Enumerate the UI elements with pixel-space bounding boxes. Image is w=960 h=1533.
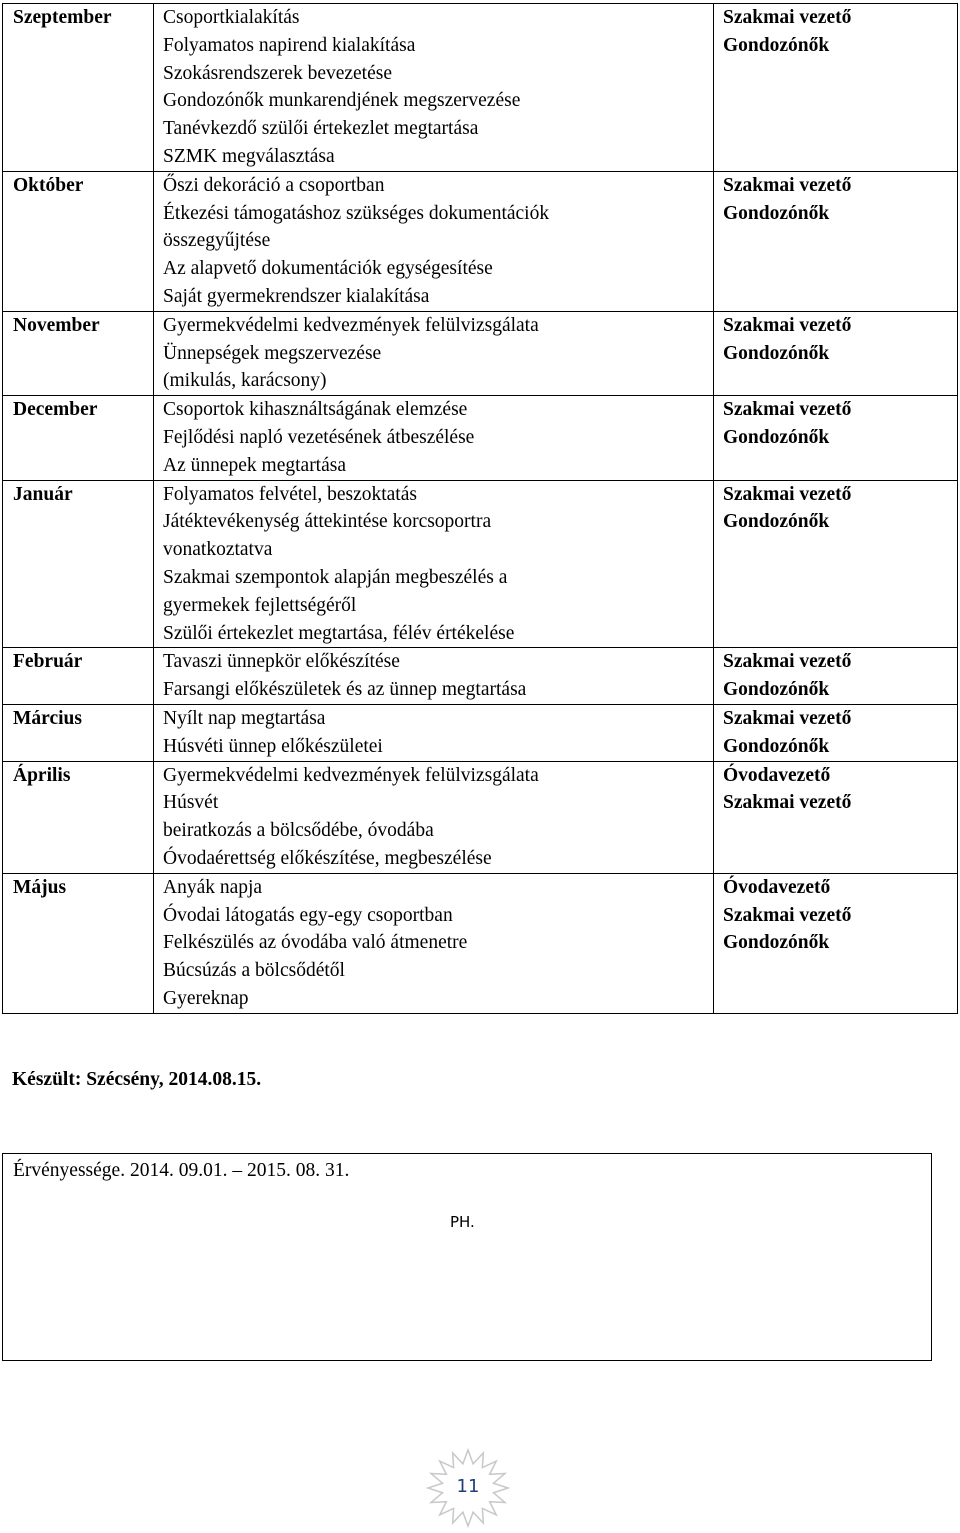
task-line: beiratkozás a bölcsődébe, óvodába [163,820,434,842]
month-label: December [13,399,98,421]
task-line: Gyermekvédelmi kedvezmények felülvizsgálata [163,764,539,786]
task-line: Húsvét [163,792,219,814]
responsible-line: Szakmai vezető [723,174,852,196]
schedule-row [3,704,958,761]
month-cell [3,873,154,1013]
responsible-line: Gondozónők [723,735,830,757]
schedule-table [2,3,958,1014]
responsible-line: Gondozónők [723,679,830,701]
task-line: Gyereknap [163,987,249,1009]
responsible-cell [714,311,958,395]
task-line: SZMK megválasztása [163,145,335,167]
schedule-row [3,396,958,480]
validity-box [2,1153,932,1361]
task-line: Anyák napja [163,876,263,898]
task-line: Csoportkialakítás [163,7,300,28]
stamp-placeholder: PH. [450,1213,475,1231]
task-line: Farsangi előkészületek és az ünnep megtartása [163,679,527,701]
task-line: gyermekek fejlettségéről [163,594,357,616]
responsible-cell [714,4,958,172]
tasks-cell [154,480,714,648]
responsible-line: Szakmai vezető [723,904,852,926]
month-label: Május [13,876,67,898]
month-label: Március [13,707,82,729]
responsible-line: Óvodavezető [723,876,831,898]
responsible-line: Gondozónők [723,426,830,448]
responsible-line: Szakmai vezető [723,399,852,421]
task-line: Óvodaérettség előkészítése, megbeszélése [163,847,492,869]
responsible-line: Gondozónők [723,202,830,224]
task-line: Búcsúzás a bölcsődétől [163,960,345,982]
responsible-line: Szakmai vezető [723,483,852,505]
responsible-line: Szakmai vezető [723,707,852,729]
tasks-cell [154,4,714,172]
month-cell [3,171,154,311]
month-cell [3,311,154,395]
month-cell [3,4,154,172]
task-line: Folyamatos felvétel, beszoktatás [163,483,417,505]
schedule-row [3,761,958,873]
task-line: Nyílt nap megtartása [163,707,326,729]
month-label: Január [13,483,73,505]
task-line: Húsvéti ünnep előkészületei [163,735,383,757]
tasks-cell [154,873,714,1013]
task-line: Óvodai látogatás egy-egy csoportban [163,904,453,926]
month-label: Február [13,651,83,673]
month-label: November [13,314,100,336]
tasks-cell [154,311,714,395]
month-cell [3,761,154,873]
task-line: Az ünnepek megtartása [163,454,347,476]
responsible-line: Szakmai vezető [723,792,852,814]
month-cell [3,396,154,480]
responsible-cell [714,648,958,705]
task-line: Csoportok kihasználtságának elemzése [163,399,468,421]
task-line: (mikulás, karácsony) [163,370,327,392]
task-line: Gyermekvédelmi kedvezmények felülvizsgálata [163,314,539,336]
task-line: Folyamatos napirend kialakítása [163,34,416,56]
task-line: Szakmai szempontok alapján megbeszélés a [163,566,508,588]
task-line: Étkezési támogatáshoz szükséges dokumentációk [163,202,550,224]
task-line: Az alapvető dokumentációk egységesítése [163,258,493,280]
task-line: Gondozónők munkarendjének megszervezése [163,90,521,112]
task-line: Tavaszi ünnepkör előkészítése [163,651,400,673]
responsible-line: Szakmai vezető [723,651,852,673]
responsible-cell [714,704,958,761]
task-line: Szokásrendszerek bevezetése [163,62,393,84]
tasks-cell [154,396,714,480]
month-cell [3,648,154,705]
tasks-cell [154,761,714,873]
schedule-row [3,311,958,395]
schedule-row [3,480,958,648]
schedule-row [3,873,958,1013]
tasks-cell [154,171,714,311]
validity-period: Érvényessége. 2014. 09.01. – 2015. 08. 31. [13,1160,350,1181]
responsible-cell [714,171,958,311]
task-line: Saját gyermekrendszer kialakítása [163,285,430,307]
responsible-line: Gondozónők [723,511,830,533]
responsible-line: Gondozónők [723,34,830,56]
responsible-line: Gondozónők [723,932,830,954]
page-number-badge [418,1448,518,1528]
month-label: Október [13,174,84,196]
prepared-place-date: Készült: Szécsény, 2014.08.15. [12,1069,262,1090]
month-label: Április [13,764,71,786]
responsible-line: Óvodavezető [723,764,831,786]
month-cell [3,480,154,648]
task-line: vonatkoztatva [163,539,273,561]
tasks-cell [154,704,714,761]
task-line: Fejlődési napló vezetésének átbeszélése [163,426,475,448]
task-line: Szülői értekezlet megtartása, félév értékelése [163,622,515,644]
responsible-cell [714,873,958,1013]
tasks-cell [154,648,714,705]
task-line: Ünnepségek megszervezése [163,342,382,364]
month-label: Szeptember [13,7,112,28]
task-line: Tanévkezdő szülői értekezlet megtartása [163,118,479,140]
task-line: Őszi dekoráció a csoportban [163,174,385,196]
schedule-row [3,171,958,311]
task-line: Játéktevékenység áttekintése korcsoportra [163,511,492,533]
responsible-line: Szakmai vezető [723,314,852,336]
schedule-row [3,648,958,705]
page-number: 11 [456,1476,480,1497]
task-line: összegyűjtése [163,230,271,252]
responsible-line: Szakmai vezető [723,7,852,28]
responsible-cell [714,480,958,648]
month-cell [3,704,154,761]
schedule-body [3,4,958,1014]
task-line: Felkészülés az óvodába való átmenetre [163,932,468,954]
responsible-cell [714,396,958,480]
responsible-cell [714,761,958,873]
schedule-row [3,4,958,172]
responsible-line: Gondozónők [723,342,830,364]
